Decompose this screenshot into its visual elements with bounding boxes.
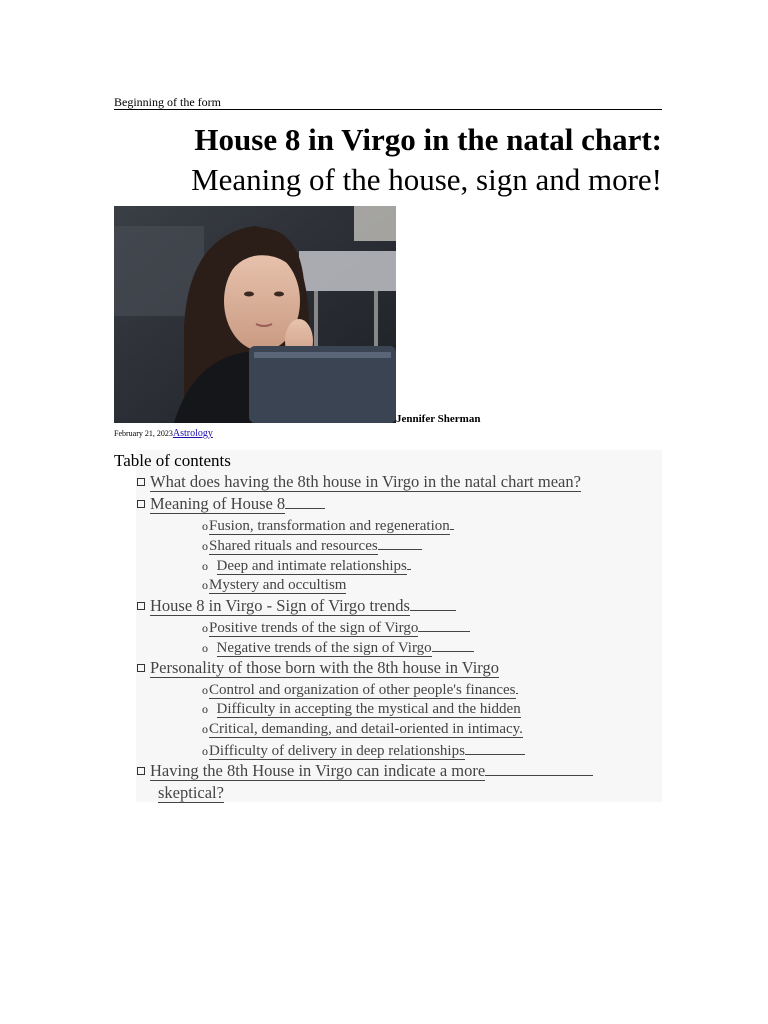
circle-bullet-icon: o [202,621,208,635]
underline-pad [410,596,456,611]
toc-item-continuation[interactable] [158,783,224,803]
square-bullet-icon [137,767,145,775]
toc-item-label[interactable]: Meaning of House 8 [150,494,286,513]
toc-item[interactable] [137,658,499,678]
toc-subitem[interactable] [202,575,346,595]
underline-pad [378,535,422,550]
circle-bullet-icon: o [202,539,208,553]
circle-bullet-icon: o [202,702,208,716]
circle-bullet-icon: o [202,519,208,533]
toc-subitem-label[interactable]: Shared rituals and resources [209,538,378,554]
toc-subitem[interactable] [202,617,470,638]
circle-bullet-icon: o [202,683,208,697]
toc-subitem[interactable] [202,679,518,700]
toc-subitem-label[interactable]: Deep and intimate relationships [216,558,407,574]
form-label: Beginning of the form [114,95,221,109]
underline-pad [285,494,325,509]
form-start-line [114,95,662,110]
category-link[interactable]: Astrology [172,428,213,439]
circle-bullet-icon: o [202,641,208,655]
circle-bullet-icon: o [202,559,208,573]
toc-item[interactable] [137,494,325,514]
toc-subitem[interactable] [202,740,525,761]
article-meta [114,427,213,441]
underline-pad [485,761,593,776]
publish-date: February 21, 2023 [114,429,173,438]
article-subtitle: Meaning of the house, sign and more! [191,162,662,197]
circle-bullet-icon: o [202,722,208,736]
toc-title: Table of contents [114,451,231,470]
square-bullet-icon [137,500,145,508]
toc-item-label[interactable]: skeptical? [158,783,224,802]
underline-pad [450,515,454,530]
toc-item[interactable] [137,472,581,492]
woman-at-computer-image [114,206,396,423]
author-name: Jennifer Sherman [396,413,481,425]
toc-subitem-label[interactable]: Mystery and occultism [209,577,347,593]
toc-subitem-label[interactable]: Control and organization of other people's finances [209,682,516,698]
toc-item[interactable] [137,596,456,616]
toc-item-label[interactable]: Personality of those born with the 8th house in Virgo [150,658,499,677]
underline-pad [516,679,518,694]
toc-subitem-label[interactable]: Difficulty of delivery in deep relationships [209,743,465,759]
underline-pad [465,740,525,755]
square-bullet-icon [137,478,145,486]
underline-pad [407,555,411,570]
toc-subitem-label[interactable]: Positive trends of the sign of Virgo [209,620,419,636]
toc-subitem[interactable] [202,699,521,719]
toc-subitem-label[interactable]: Negative trends of the sign of Virgo [216,640,432,656]
toc-item-label[interactable]: Having the 8th House in Virgo can indicate a more [150,761,486,780]
article-photo [114,206,396,423]
underline-pad [418,617,470,632]
toc-subitem[interactable] [202,719,523,739]
toc-item[interactable] [137,761,593,781]
toc-subitem[interactable] [202,535,422,556]
circle-bullet-icon: o [202,744,208,758]
toc-subitem[interactable] [202,515,454,536]
toc-subitem-label[interactable]: Critical, demanding, and detail-oriented in intimacy. [209,721,523,737]
square-bullet-icon [137,664,145,672]
circle-bullet-icon: o [202,578,208,592]
toc-item-label[interactable]: What does having the 8th house in Virgo in the natal chart mean? [150,472,581,491]
toc-subitem-label[interactable]: Difficulty in accepting the mystical and the hidden [216,701,521,717]
square-bullet-icon [137,602,145,610]
article-title: House 8 in Virgo in the natal chart: [194,122,662,157]
toc-subitem-label[interactable]: Fusion, transformation and regeneration [209,518,450,534]
toc-subitem[interactable] [202,637,474,658]
toc-subitem[interactable] [202,555,411,576]
underline-pad [432,637,474,652]
toc-item-label[interactable]: House 8 in Virgo - Sign of Virgo trends [150,596,410,615]
